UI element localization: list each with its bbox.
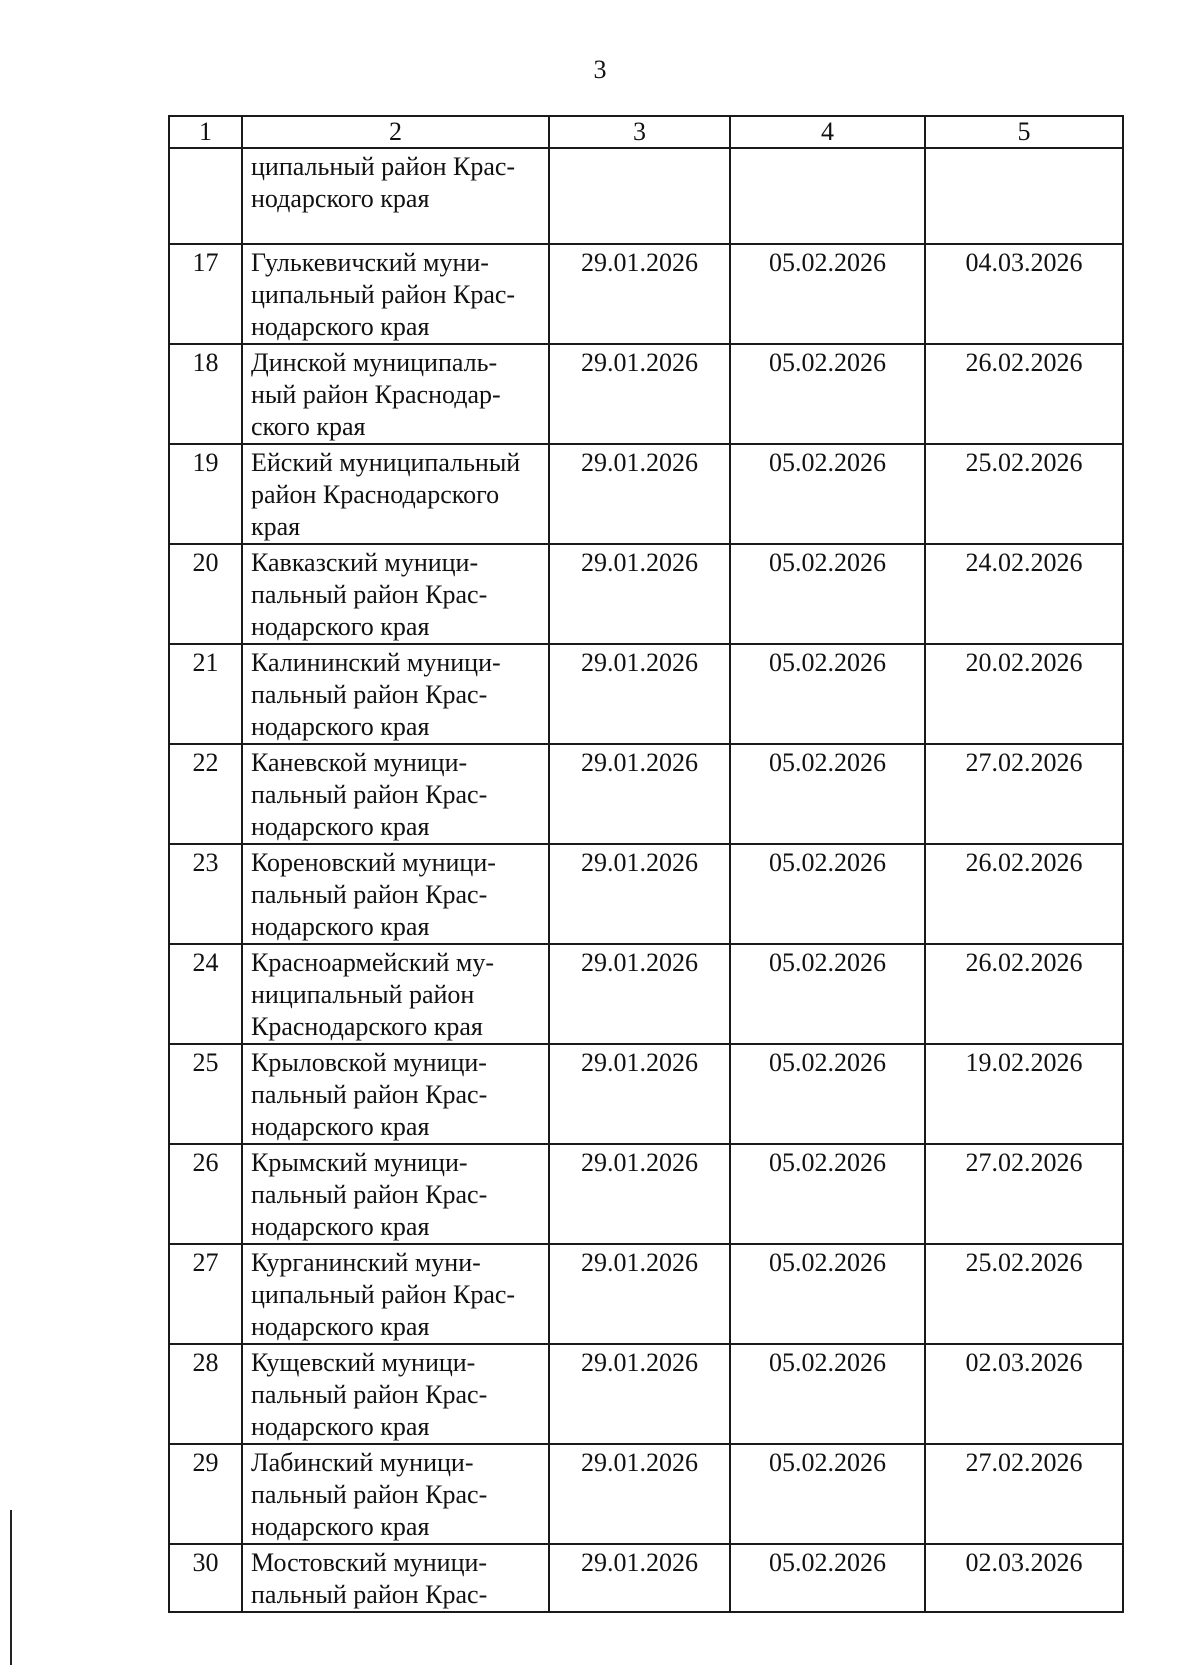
column-header: 3 — [549, 116, 730, 148]
date-cell-col4: 05.02.2026 — [730, 1544, 925, 1612]
date-cell-col5: 26.02.2026 — [925, 344, 1123, 444]
table-row — [169, 148, 1123, 244]
table-row — [169, 544, 1123, 644]
date-cell-col3: 29.01.2026 — [549, 1144, 730, 1244]
row-number-cell: 26 — [169, 1144, 242, 1244]
district-name-cell: Гулькевичский муни- ципальный район Крас- нодарского края — [242, 244, 549, 344]
scan-margin-line — [10, 1510, 12, 1665]
table-row — [169, 244, 1123, 344]
date-cell-col4: 05.02.2026 — [730, 844, 925, 944]
date-cell-col5: 02.03.2026 — [925, 1544, 1123, 1612]
date-cell-col5: 04.03.2026 — [925, 244, 1123, 344]
column-header: 1 — [169, 116, 242, 148]
date-cell-col4: 05.02.2026 — [730, 1344, 925, 1444]
table-row — [169, 1044, 1123, 1144]
table-row — [169, 1344, 1123, 1444]
district-name-cell: Динской муниципаль- ный район Краснодар- ского края — [242, 344, 549, 444]
date-cell-col4 — [730, 148, 925, 244]
district-name-cell: Крыловской муници- пальный район Крас- нодарского края — [242, 1044, 549, 1144]
date-cell-col4: 05.02.2026 — [730, 944, 925, 1044]
date-cell-col4: 05.02.2026 — [730, 1444, 925, 1544]
date-cell-col5: 27.02.2026 — [925, 1144, 1123, 1244]
date-cell-col4: 05.02.2026 — [730, 544, 925, 644]
row-number-cell: 23 — [169, 844, 242, 944]
date-cell-col5: 27.02.2026 — [925, 744, 1123, 844]
district-name-cell: Мостовский муници- пальный район Крас- — [242, 1544, 549, 1612]
row-number-cell — [169, 148, 242, 244]
date-cell-col3: 29.01.2026 — [549, 344, 730, 444]
row-number-cell: 20 — [169, 544, 242, 644]
date-cell-col3: 29.01.2026 — [549, 1244, 730, 1344]
date-cell-col3: 29.01.2026 — [549, 844, 730, 944]
table-row — [169, 1444, 1123, 1544]
district-name-cell: Крымский муници- пальный район Крас- нодарского края — [242, 1144, 549, 1244]
date-cell-col4: 05.02.2026 — [730, 1144, 925, 1244]
date-cell-col3 — [549, 148, 730, 244]
district-name-cell: Каневской муници- пальный район Крас- нодарского края — [242, 744, 549, 844]
table-row — [169, 744, 1123, 844]
district-name-cell: Кавказский муници- пальный район Крас- нодарского края — [242, 544, 549, 644]
date-cell-col4: 05.02.2026 — [730, 444, 925, 544]
district-name-cell: Лабинский муници- пальный район Крас- нодарского края — [242, 1444, 549, 1544]
page-number: 3 — [593, 55, 607, 84]
date-cell-col3: 29.01.2026 — [549, 1044, 730, 1144]
date-cell-col3: 29.01.2026 — [549, 1544, 730, 1612]
row-number-cell: 27 — [169, 1244, 242, 1344]
district-name-cell: Калининский муници- пальный район Крас- нодарского края — [242, 644, 549, 744]
date-cell-col5: 19.02.2026 — [925, 1044, 1123, 1144]
table-row — [169, 944, 1123, 1044]
date-cell-col3: 29.01.2026 — [549, 244, 730, 344]
table-body — [169, 148, 1123, 1612]
row-number-cell: 22 — [169, 744, 242, 844]
date-cell-col5: 26.02.2026 — [925, 844, 1123, 944]
district-name-cell: Кущевский муници- пальный район Крас- нодарского края — [242, 1344, 549, 1444]
row-number-cell: 28 — [169, 1344, 242, 1444]
date-cell-col3: 29.01.2026 — [549, 744, 730, 844]
date-cell-col4: 05.02.2026 — [730, 644, 925, 744]
date-cell-col4: 05.02.2026 — [730, 244, 925, 344]
date-cell-col3: 29.01.2026 — [549, 544, 730, 644]
column-header: 2 — [242, 116, 549, 148]
date-cell-col4: 05.02.2026 — [730, 1244, 925, 1344]
date-cell-col5: 02.03.2026 — [925, 1344, 1123, 1444]
row-number-cell: 25 — [169, 1044, 242, 1144]
row-number-cell: 30 — [169, 1544, 242, 1612]
date-cell-col3: 29.01.2026 — [549, 444, 730, 544]
district-name-cell: Курганинский муни- ципальный район Крас- нодарского края — [242, 1244, 549, 1344]
date-cell-col3: 29.01.2026 — [549, 1344, 730, 1444]
date-cell-col5 — [925, 148, 1123, 244]
date-cell-col5: 27.02.2026 — [925, 1444, 1123, 1544]
schedule-table — [168, 115, 1124, 1613]
table-row — [169, 1144, 1123, 1244]
date-cell-col4: 05.02.2026 — [730, 744, 925, 844]
column-header: 4 — [730, 116, 925, 148]
row-number-cell: 24 — [169, 944, 242, 1044]
district-name-cell: Красноармейский му- ниципальный район Краснодарского края — [242, 944, 549, 1044]
date-cell-col5: 24.02.2026 — [925, 544, 1123, 644]
date-cell-col3: 29.01.2026 — [549, 644, 730, 744]
date-cell-col3: 29.01.2026 — [549, 1444, 730, 1544]
table-row — [169, 644, 1123, 744]
table-row — [169, 1244, 1123, 1344]
date-cell-col4: 05.02.2026 — [730, 344, 925, 444]
date-cell-col5: 20.02.2026 — [925, 644, 1123, 744]
row-number-cell: 19 — [169, 444, 242, 544]
district-name-cell: ципальный район Крас- нодарского края — [242, 148, 549, 244]
row-number-cell: 29 — [169, 1444, 242, 1544]
date-cell-col5: 25.02.2026 — [925, 1244, 1123, 1344]
table-row — [169, 844, 1123, 944]
column-header: 5 — [925, 116, 1123, 148]
date-cell-col5: 25.02.2026 — [925, 444, 1123, 544]
row-number-cell: 18 — [169, 344, 242, 444]
district-name-cell: Ейский муниципальный район Краснодарского края — [242, 444, 549, 544]
table-header-row — [169, 116, 1123, 148]
date-cell-col3: 29.01.2026 — [549, 944, 730, 1044]
table-row — [169, 444, 1123, 544]
table-row — [169, 344, 1123, 444]
date-cell-col5: 26.02.2026 — [925, 944, 1123, 1044]
date-cell-col4: 05.02.2026 — [730, 1044, 925, 1144]
row-number-cell: 17 — [169, 244, 242, 344]
row-number-cell: 21 — [169, 644, 242, 744]
district-name-cell: Кореновский муници- пальный район Крас- нодарского края — [242, 844, 549, 944]
table-row — [169, 1544, 1123, 1612]
